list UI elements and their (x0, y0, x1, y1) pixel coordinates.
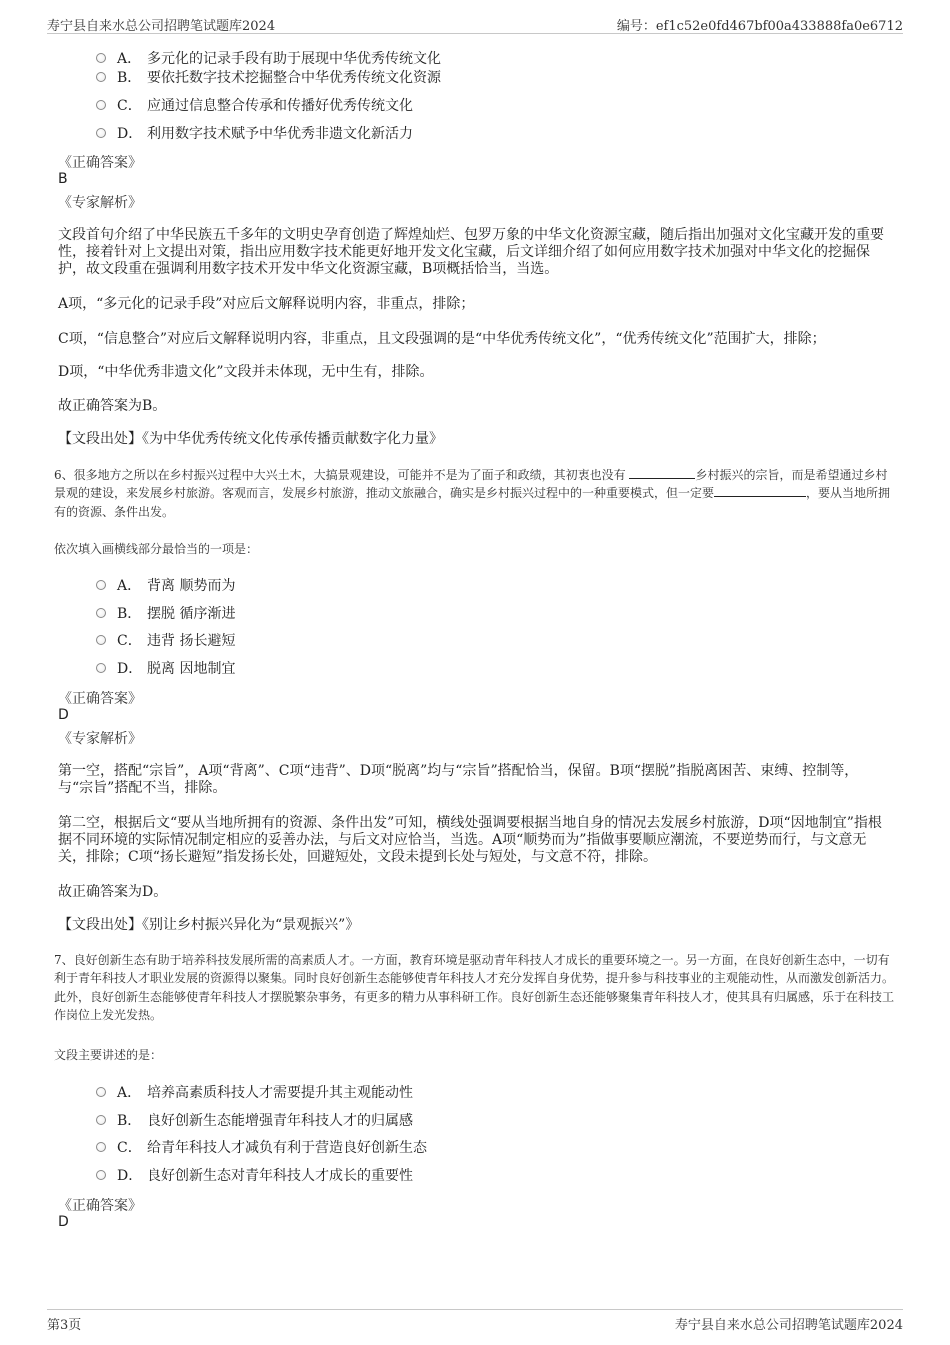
radio-icon[interactable] (96, 1115, 106, 1125)
q6-prompt: 依次填入画横线部分最恰当的一项是： (54, 542, 259, 556)
q6-analysis-paragraph: 第二空，根据后文“要从当地所拥有的资源、条件出发”可知，横线处强调要根据当地自身的情况去发展乡村旅游，D项“因地制宜”指根据不同环境的实际情况制定相应的妥善办法，与后文对应恰当，当选。A项“顺势而为”指做事要顺应潮流，不要逆势而行，与文意无关，排除；C项“扬长避短”指发扬长处，回避短处，文段未提到长处与短处，与文意不符，排除。 (58, 815, 882, 865)
option-letter: A． (117, 1085, 142, 1101)
q5-answer-label: 《正确答案》 (58, 155, 142, 171)
page-header (47, 13, 903, 34)
option-text: 良好创新生态对青年科技人才成长的重要性 (147, 1168, 413, 1184)
q7-prompt: 文段主要讲述的是： (54, 1048, 163, 1062)
option-letter: A． (117, 578, 142, 594)
footer-doc-title: 寿宁县自来水总公司招聘笔试题库2024 (674, 1318, 903, 1333)
q6-analysis-label: 《专家解析》 (58, 731, 142, 747)
option-text: 多元化的记录手段有助于展现中华优秀传统文化 (147, 51, 441, 67)
option-text: 脱离 因地制宜 (147, 661, 236, 677)
option-text: 违背 扬长避短 (147, 633, 236, 649)
option-text: 给青年科技人才减负有利于营造良好创新生态 (147, 1140, 427, 1156)
option-text: 背离 顺势而为 (147, 578, 236, 594)
q5-analysis-paragraph: A项，“多元化的记录手段”对应后文解释说明内容，非重点，排除； (58, 296, 475, 312)
option-letter: B． (117, 1113, 142, 1129)
q5-analysis-paragraph: 故正确答案为B。 (58, 398, 167, 414)
page-number: 第3页 (47, 1318, 82, 1333)
radio-icon[interactable] (96, 72, 106, 82)
q6-text-part: ，要从当地所拥有的资源、条件出发。 (54, 486, 891, 519)
q5-answer: B (58, 171, 68, 187)
radio-icon[interactable] (96, 663, 106, 673)
q6-text-part: 乡村振兴的宗旨，而是希望通过乡村景观的建设，来发展乡村旅游。客观而言，发展乡村旅游，推动文旅融合，确实是乡村振兴过程中的一种重要模式，但一定要 (54, 468, 888, 501)
option-letter: D． (117, 661, 143, 677)
radio-icon[interactable] (96, 635, 106, 645)
q7-answer-label: 《正确答案》 (58, 1198, 142, 1214)
q5-source: 【文段出处】《为中华优秀传统文化传承传播贡献数字化力量》 (58, 431, 443, 447)
option-text: 应通过信息整合传承和传播好优秀传统文化 (147, 98, 413, 114)
radio-icon[interactable] (96, 1170, 106, 1180)
option-text: 良好创新生态能增强青年科技人才的归属感 (147, 1113, 413, 1129)
q6-analysis-paragraph: 第一空，搭配“宗旨”，A项“背离”、C项“违背”、D项“脱离”均与“宗旨”搭配恰当，保留。B项“摆脱”指脱离困苦、束缚、控制等，与“宗旨”搭配不当，排除。 (58, 763, 859, 796)
option-letter: D． (117, 1168, 143, 1184)
radio-icon[interactable] (96, 53, 106, 63)
radio-icon[interactable] (96, 128, 106, 138)
option-letter: B． (117, 606, 142, 622)
radio-icon[interactable] (96, 580, 106, 590)
option-letter: C． (117, 633, 142, 649)
radio-icon[interactable] (96, 1142, 106, 1152)
q5-analysis-paragraph: C项，“信息整合”对应后文解释说明内容，非重点，且文段强调的是“中华优秀传统文化”，“优秀传统文化”范围扩大，排除； (58, 331, 826, 347)
option-text: 培养高素质科技人才需要提升其主观能动性 (147, 1085, 413, 1101)
radio-icon[interactable] (96, 608, 106, 618)
option-text: 利用数字技术赋予中华优秀非遗文化新活力 (147, 126, 413, 142)
q6-question-text (54, 466, 896, 521)
fill-blank (629, 466, 695, 479)
q7-question-text: 7、良好创新生态有助于培养科技发展所需的高素质人才。一方面，教育环境是驱动青年科技人才成长的重要环境之一。另一方面，在良好创新生态中，一切有利于青年科技人才职业发展的资源得以聚集。同时良好创新生态能够使青年科技人才充分发挥自身优势，提升参与科技事业的主观能动性，从而激发创新活力。此外，良好创新生态能够使青年科技人才摆脱繁杂事务，有更多的精力从事科研工作。良好创新生态还能够聚集青年科技人才，使其具有归属感，乐于在科技工作岗位上发光发热。 (54, 953, 895, 1023)
header-doc-id: 编号：ef1c52e0fd467bf00a433888fa0e6712 (616, 19, 903, 34)
q6-source: 【文段出处】《别让乡村振兴异化为“景观振兴”》 (58, 917, 360, 933)
q6-answer: D (58, 707, 69, 723)
q5-analysis-paragraph: D项，“中华优秀非遗文化”文段并未体现，无中生有，排除。 (58, 364, 434, 380)
q7-answer: D (58, 1214, 69, 1230)
option-letter: C． (117, 1140, 142, 1156)
page-footer (47, 1309, 903, 1332)
radio-icon[interactable] (96, 1087, 106, 1097)
option-letter: D． (117, 126, 143, 142)
q5-analysis-label: 《专家解析》 (58, 195, 142, 211)
radio-icon[interactable] (96, 100, 106, 110)
header-doc-title: 寿宁县自来水总公司招聘笔试题库2024 (47, 19, 276, 34)
q6-text-part: 6、很多地方之所以在乡村振兴过程中大兴土木，大搞景观建设，可能并不是为了面子和政绩，其初衷也没有 (54, 468, 630, 482)
fill-blank (714, 484, 806, 497)
option-text: 要依托数字技术挖掘整合中华优秀传统文化资源 (147, 70, 441, 86)
option-letter: C． (117, 98, 142, 114)
option-letter: A． (117, 51, 142, 67)
option-letter: B． (117, 70, 142, 86)
q5-analysis-paragraph: 文段首句介绍了中华民族五千多年的文明史孕育创造了辉煌灿烂、包罗万象的中华文化资源宝藏，随后指出加强对文化宝藏开发的重要性，接着针对上文提出对策，指出应用数字技术能更好地开发文化宝藏，后文详细介绍了如何应用数字技术加强对中华文化的挖掘保护，故文段重在强调利用数字技术开发中华文化资源宝藏，B项概括恰当，当选。 (58, 227, 884, 277)
q6-analysis-paragraph: 故正确答案为D。 (58, 884, 168, 900)
option-text: 摆脱 循序渐进 (147, 606, 236, 622)
q6-answer-label: 《正确答案》 (58, 691, 142, 707)
